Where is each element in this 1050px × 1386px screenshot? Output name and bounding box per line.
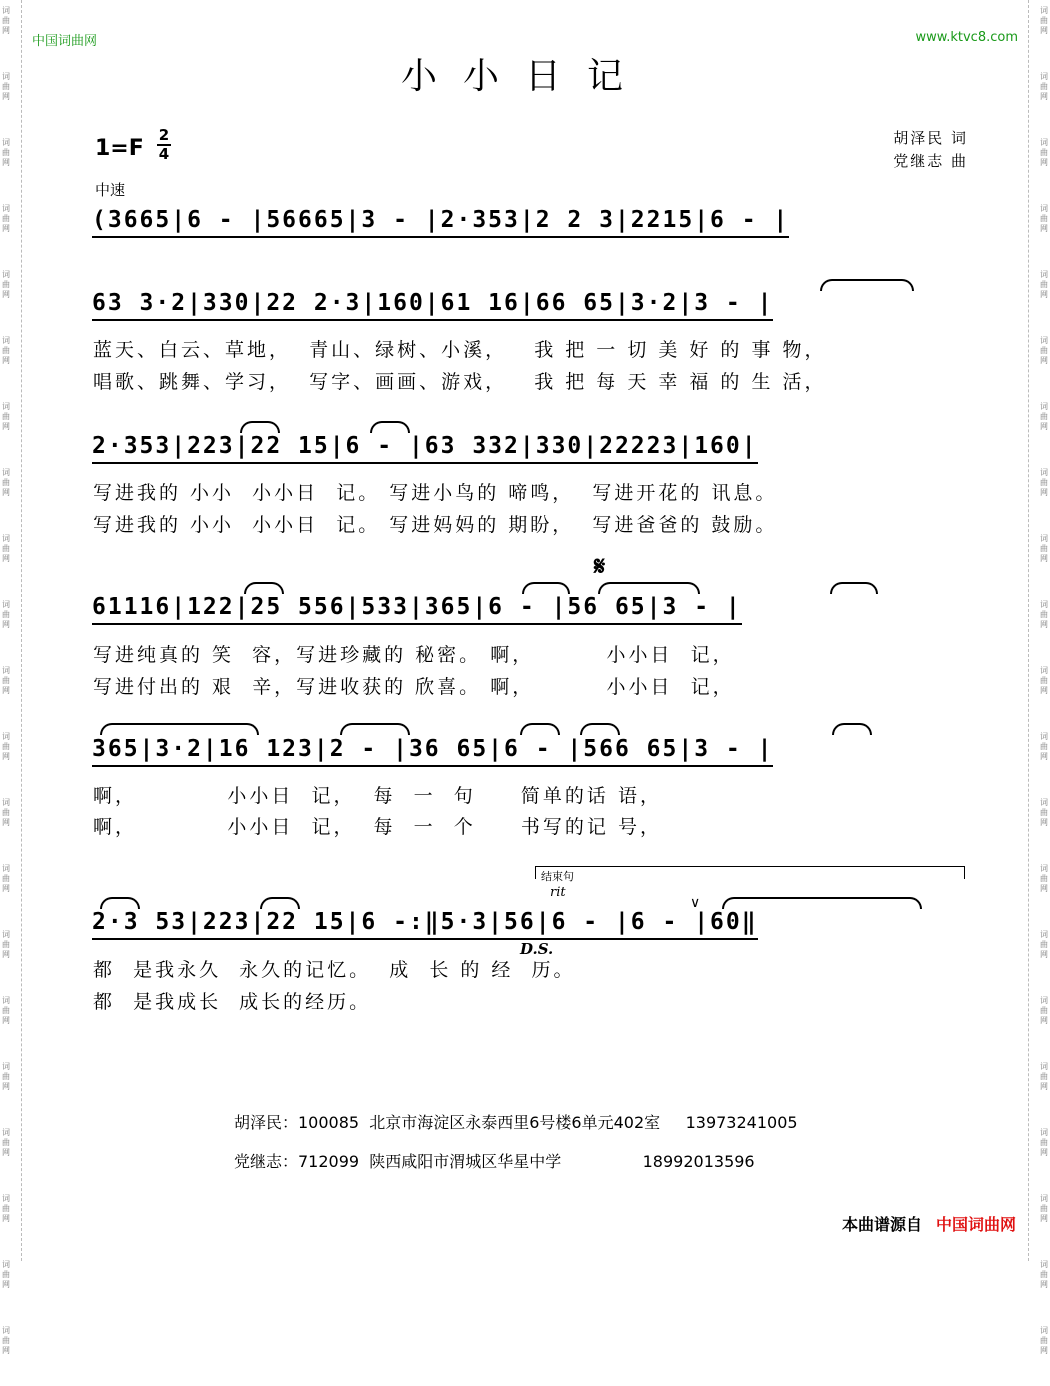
slur [340, 723, 410, 735]
tempo-marking: 中速 [95, 181, 126, 199]
slur [240, 421, 280, 433]
notation: 61116|122|25 556|533|365|6 - |56 65|3 - | [92, 591, 742, 625]
slur [830, 582, 878, 594]
site-name[interactable]: 中国词曲网 [32, 34, 98, 49]
lyricist-credit: 胡泽民 词 [893, 129, 968, 147]
margin-guide-right [1028, 0, 1029, 1261]
lyric-verse1-line4: 写进纯真的 笑 容，写进珍藏的 秘密。 啊， 小小日 记， [93, 644, 735, 666]
composer-credit: 党继志 曲 [893, 152, 968, 170]
time-bottom: 4 [158, 145, 170, 163]
lyric-verse2-line2: 唱歌、跳舞、学习， 写字、画画、游戏， 我 把 每 天 幸 福 的 生 活， [93, 371, 827, 393]
score-line-2 [92, 287, 972, 319]
slur [520, 723, 560, 735]
slur [522, 582, 570, 594]
segno-sign: 𝄋 [594, 552, 606, 582]
slur [100, 897, 140, 909]
source-footer [842, 1212, 1016, 1235]
margin-guide-left [21, 0, 22, 1261]
lyricist-contact: 胡泽民：100085 北京市海淀区永泰西里6号楼6单元402室 13973241005 [234, 1113, 798, 1132]
slur [580, 723, 620, 735]
notation: 2·353|223|22 15|6 - |63 332|330|22223|160| [92, 430, 758, 464]
side-watermark-right: 词 曲 网 词 曲 网 词 曲 网 词 曲 网 词 曲 网 词 曲 网 词 曲 网 词 曲 网 词 曲 网 词 曲 网 词 曲 网 词 曲 网 词 曲 网 词 曲 网 词 曲 网 词 曲 网 词 曲 网 词 曲 网 词 曲 网 词 曲 网 词 曲 网 [1040, 6, 1048, 1355]
side-watermark-left: 词 曲 网 词 曲 网 词 曲 网 词 曲 网 词 曲 网 词 曲 网 词 曲 网 词 曲 网 词 曲 网 词 曲 网 词 曲 网 词 曲 网 词 曲 网 词 曲 网 词 曲 网 词 曲 网 词 曲 网 词 曲 网 词 曲 网 词 曲 网 词 曲 网 [2, 6, 10, 1355]
key-signature: 1=F [95, 136, 144, 161]
slur [370, 421, 410, 433]
notation: 63 3·2|330|22 2·3|160|61 16|66 65|3·2|3 - | [92, 287, 773, 321]
lyric-verse1-line5: 啊， 小小日 记， 每 一 句 简单的话 语， [93, 785, 662, 807]
slur [100, 723, 259, 735]
composer-contact: 党继志：712099 陕西咸阳市渭城区华星中学 18992013596 [234, 1152, 755, 1171]
time-signature [157, 127, 171, 163]
lyric-verse2-line6: 都 是我成长 成长的经历。 [93, 991, 372, 1013]
score-line-5 [92, 733, 972, 765]
score-line-3 [92, 430, 972, 462]
site-url[interactable]: www.ktvc8.com [915, 30, 1018, 45]
lyric-verse2-line5: 啊， 小小日 记， 每 一 个 书写的记 号， [93, 816, 662, 838]
notation: 365|3·2|16 123|2 - |36 65|6 - |566 65|3 - | [92, 733, 773, 767]
time-top: 2 [158, 126, 170, 144]
lyric-verse1-line2: 蓝天、白云、草地， 青山、绿树、小溪， 我 把 一 切 美 好 的 事 物， [93, 339, 827, 361]
score-line-6 [92, 906, 972, 938]
notation: (3665|6 - |56665|3 - |2·353|2 2 3|2215|6 - | [92, 204, 789, 238]
slur [722, 897, 922, 909]
lyric-verse2-line4: 写进付出的 艰 辛，写进收获的 欣喜。 啊， 小小日 记， [93, 676, 735, 698]
footer-brand-link[interactable]: 中国词曲网 [935, 1215, 1016, 1234]
ending-bracket [535, 866, 965, 879]
source-label: 本曲谱源自 [841, 1215, 922, 1234]
ending-label: 结束句 [541, 870, 574, 883]
slur [598, 582, 700, 594]
song-title: 小小日记 [400, 56, 649, 97]
rit-marking: rit [550, 885, 566, 900]
slur [244, 582, 284, 594]
score-line-4 [92, 591, 972, 623]
lyric-verse1-line6: 都 是我永久 永久的记忆。 成 长 的 经 历。 [93, 959, 576, 981]
ds-marking: D.S. [520, 940, 554, 958]
score-line-1 [92, 204, 972, 236]
slur [820, 279, 914, 291]
slur [832, 723, 872, 735]
breath-mark: ∨ [690, 895, 701, 911]
lyric-verse1-line3: 写进我的 小小 小小日 记。 写进小鸟的 啼鸣， 写进开花的 讯息。 [93, 482, 778, 504]
lyric-verse2-line3: 写进我的 小小 小小日 记。 写进妈妈的 期盼， 写进爸爸的 鼓励。 [93, 514, 778, 536]
notation: 2·3 53|223|22 15|6 -:‖5·3|56|6 - |6 - |60‖ [92, 906, 758, 940]
slur [260, 897, 300, 909]
